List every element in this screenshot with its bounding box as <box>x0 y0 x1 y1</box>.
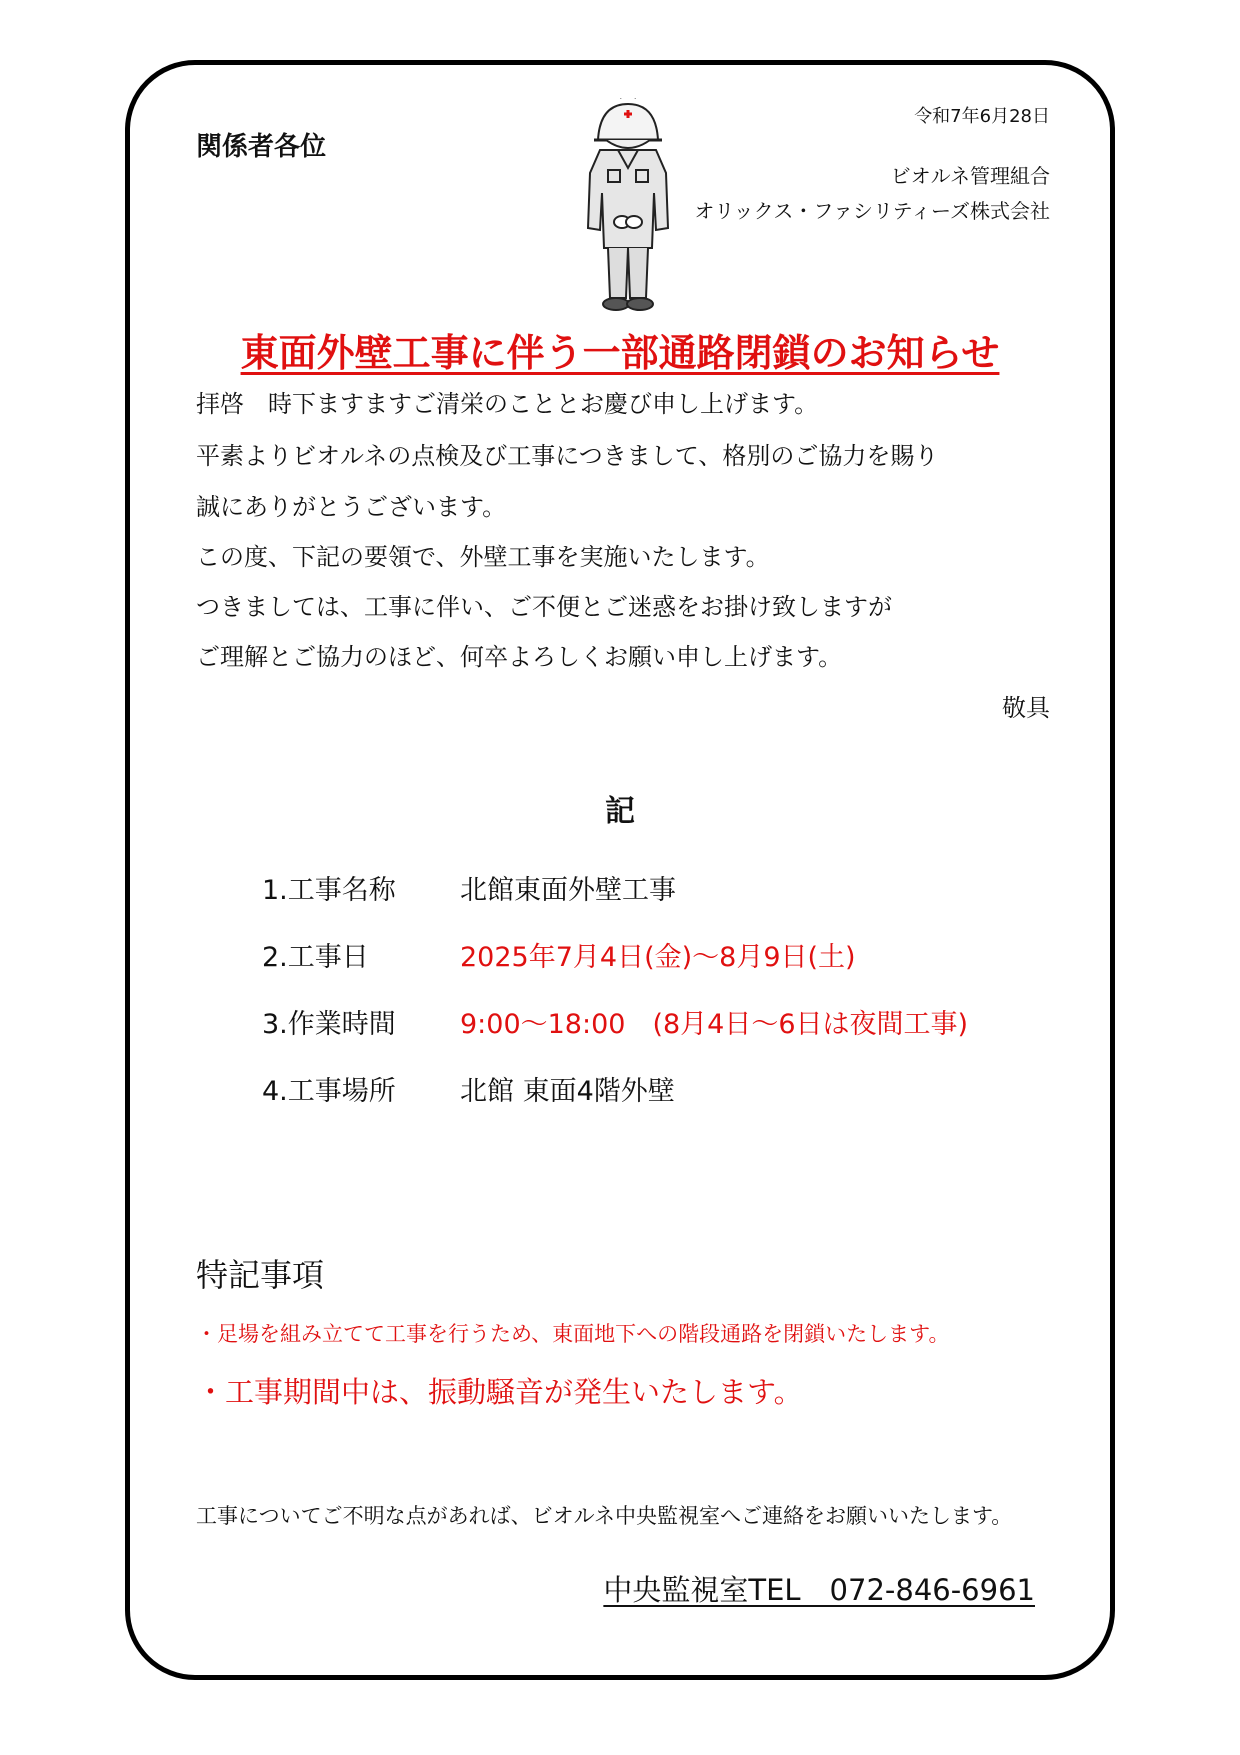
contact-text: 工事についてご不明な点があれば、ビオルネ中央監視室へご連絡をお願いいたします。 <box>196 1504 1013 1528</box>
bowing-worker-icon <box>578 98 678 320</box>
body-line: 拝啓 時下ますますご清栄のこととお慶び申し上げます。 <box>196 390 819 418</box>
ki-heading: 記 <box>605 794 635 829</box>
item-label-hours: 3.作業時間 <box>262 1009 396 1040</box>
issuer-association: ビオルネ管理組合 <box>890 164 1050 188</box>
item-value-name: 北館東面外壁工事 <box>460 875 676 906</box>
body-line: つきましては、工事に伴い、ご不便とご迷惑をお掛け致しますが <box>196 593 892 621</box>
notice-title: 東面外壁工事に伴う一部通路閉鎖のお知らせ <box>240 331 1000 375</box>
body-line: ご理解とご協力のほど、何卒よろしくお願い申し上げます。 <box>196 643 843 671</box>
closing-keigu: 敬具 <box>1002 694 1050 722</box>
contact-tel: 中央監視室TEL 072-846-6961 <box>603 1573 1035 1607</box>
item-value-date: 2025年7月4日(金)～8月9日(土) <box>460 942 856 973</box>
item-label-location: 4.工事場所 <box>262 1076 396 1107</box>
body-line: 誠にありがとうございます。 <box>196 493 507 521</box>
body-line: この度、下記の要領で、外壁工事を実施いたします。 <box>196 543 770 571</box>
body-line: 平素よりビオルネの点検及び工事につきまして、格別のご協力を賜り <box>196 442 939 470</box>
addressee: 関係者各位 <box>196 132 327 162</box>
item-label-date: 2.工事日 <box>262 942 369 973</box>
item-label-name: 1.工事名称 <box>262 875 396 906</box>
notice-date: 令和7年6月28日 <box>914 106 1050 127</box>
special-notes-heading: 特記事項 <box>196 1256 325 1294</box>
item-value-location: 北館 東面4階外壁 <box>460 1076 675 1107</box>
item-value-hours: 9:00～18:00 (8月4日～6日は夜間工事) <box>460 1009 969 1040</box>
special-note: ・足場を組み立てて工事を行うため、東面地下への階段通路を閉鎖いたします。 <box>196 1322 950 1346</box>
issuer-company: オリックス・ファシリティーズ株式会社 <box>694 199 1050 223</box>
special-note: ・工事期間中は、振動騒音が発生いたします。 <box>196 1375 803 1409</box>
